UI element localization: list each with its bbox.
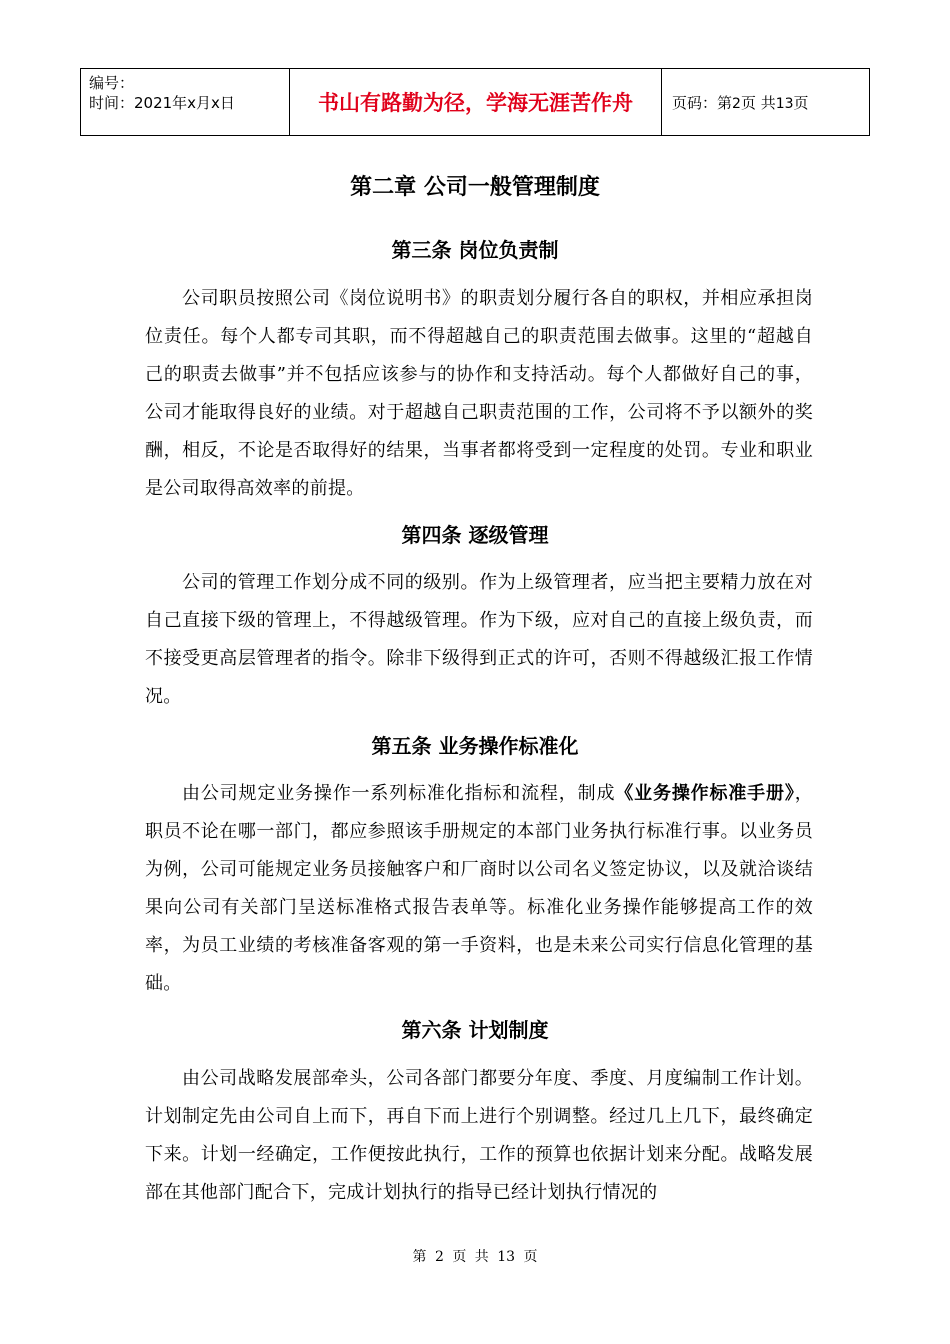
page-footer (0, 1246, 950, 1266)
article-text-5 (145, 775, 813, 1003)
article-title-6: 第六条 计划制度 (401, 1018, 549, 1042)
article-title-5: 第五条 业务操作标准化 (371, 734, 579, 758)
date-label: 时间：2021年x月x日 (89, 94, 235, 112)
number-label: 编号： (89, 74, 135, 92)
page-mid: 页 共 (740, 93, 776, 112)
article-title-3: 第三条 岗位负责制 (391, 238, 559, 262)
document-header (80, 68, 870, 136)
article-text-3: 公司职员按照公司《岗位说明书》的职责划分履行各自的职权，并相应承担岗位责任。每个人都专司其职，而不得超越自己的职责范围去做事。这里的“超越自己的职责去做事”并不包括应该参与的协作和支持活动。每个人都做好自己的事，公司才能取得良好的业绩。对于超越自己职责范围的工作，公司将不予以额外的奖酬，相反，不论是否取得好的结果，当事者都将受到一定程度的处罚。专业和职业是公司取得高效率的前提。 (145, 288, 813, 499)
header-meta-cell (81, 69, 290, 136)
header-page-info (662, 69, 870, 136)
article-text-5-part2: ，职员不论在哪一部门，都应参照该手册规定的本部门业务执行标准行事。以业务员为例，公司可能规定业务员接触客户和厂商时以公司名义签定协议，以及就洽谈结果向公司有关部门呈送标准格式报告表单等。标准化业务操作能够提高工作的效率，为员工业绩的考核准备客观的第一手资料，也是未来公司实行信息化管理的基础。 (145, 783, 813, 994)
footer-mid: 页 共 (452, 1249, 489, 1265)
chapter-title: 第二章 公司一般管理制度 (350, 175, 600, 200)
footer-current: 2 (434, 1249, 444, 1265)
page-current: 2 (732, 95, 741, 112)
manual-title: 《业务操作标准手册》 (615, 783, 795, 804)
page-prefix: 页码：第 (672, 93, 733, 112)
footer-total: 13 (497, 1249, 516, 1265)
page-suffix: 页 (793, 93, 809, 112)
footer-prefix: 第 (412, 1249, 427, 1265)
footer-suffix: 页 (523, 1249, 538, 1265)
header-motto: 书山有路勤为径，学海无涯苦作舟 (290, 69, 662, 136)
article-text-6: 由公司战略发展部牵头，公司各部门都要分年度、季度、月度编制工作计划。计划制定先由公司自上而下，再自下而上进行个别调整。经过几上几下，最终确定下来。计划一经确定，工作便按此执行，工作的预算也依据计划来分配。战略发展部在其他部门配合下，完成计划执行的指导已经计划执行情况的 (145, 1068, 813, 1203)
article-text-4: 公司的管理工作划分成不同的级别。作为上级管理者，应当把主要精力放在对自己直接下级的管理上，不得越级管理。作为下级，应对自己的直接上级负责，而不接受更高层管理者的指令。除非下级得到正式的许可，否则不得越级汇报工作情况。 (145, 572, 813, 707)
page-total: 13 (775, 95, 794, 112)
article-title-4: 第四条 逐级管理 (401, 523, 549, 547)
article-text-5-part1: 由公司规定业务操作一系列标准化指标和流程，制成 (182, 783, 616, 804)
